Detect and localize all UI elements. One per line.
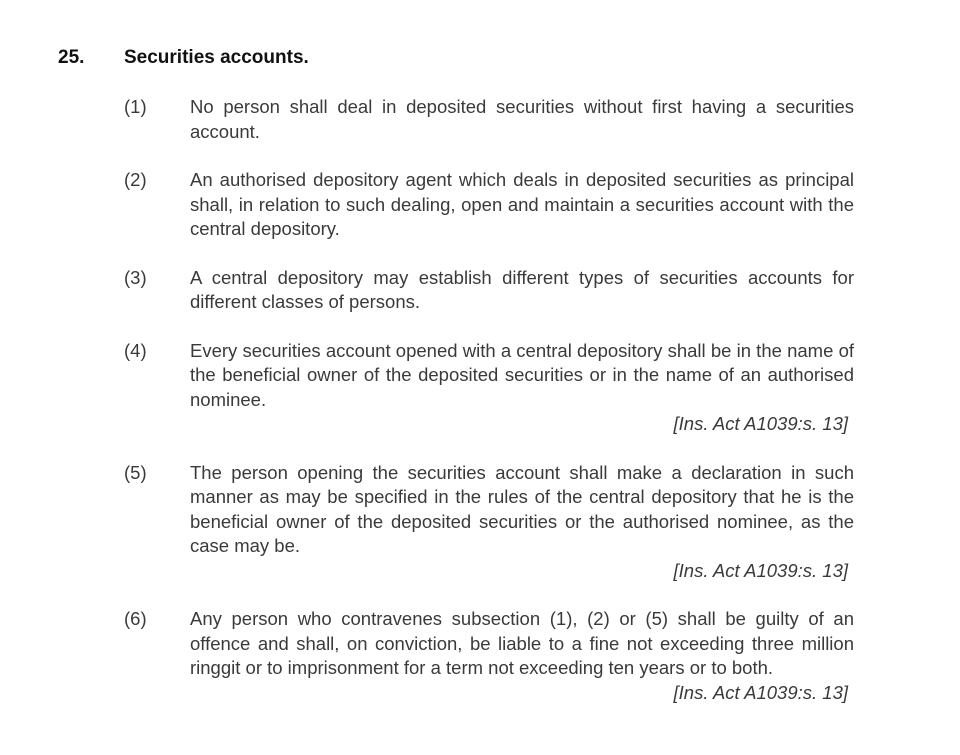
subsection-text: The person opening the securities account shall make a declaration in such manner as may be specified in the rules of the central depository that he is the beneficial owner of the deposited securities or the authorised nominee, as the case may be. [190, 461, 854, 556]
subsection-5 [124, 461, 854, 584]
subsection-body [190, 168, 854, 242]
subsection-text: An authorised depository agent which deals in deposited securities as principal shall, in relation to such dealing, open and maintain a securities account with the central depository. [190, 169, 854, 239]
subsection-number: (6) [124, 608, 147, 629]
section-title: Securities accounts. [124, 47, 309, 68]
section-number: 25. [58, 47, 85, 68]
amendment-note: [Ins. Act A1039:s. 13] [673, 681, 848, 703]
subsection-1 [124, 95, 854, 144]
subsection-body [190, 607, 854, 705]
section-heading [58, 47, 309, 69]
subsection-6 [124, 607, 854, 705]
subsection-body [190, 461, 854, 584]
subsection-number: (4) [124, 339, 147, 361]
subsection-4 [124, 339, 854, 437]
amendment-note: [Ins. Act A1039:s. 13] [673, 413, 848, 434]
subsection-3 [124, 266, 854, 315]
subsection-text: Every securities account opened with a central depository shall be in the name of the beneficial owner of the deposited securities or in the name of an authorised nominee. [190, 339, 854, 410]
subsection-body [190, 266, 854, 315]
amendment-note: [Ins. Act A1039:s. 13] [673, 559, 848, 581]
subsection-text: A central depository may establish different types of securities accounts for different classes of persons. [190, 266, 854, 312]
subsection-number: (1) [124, 96, 147, 117]
subsection-2 [124, 168, 854, 242]
subsection-body [190, 95, 854, 144]
subsection-number: (5) [124, 461, 147, 483]
subsection-number: (2) [124, 169, 147, 190]
subsection-list [124, 95, 854, 705]
subsection-text: No person shall deal in deposited securities without first having a securities account. [190, 96, 854, 142]
subsection-number: (3) [124, 266, 147, 288]
subsection-text: Any person who contravenes subsection (1), (2) or (5) shall be guilty of an offence and shall, on conviction, be liable to a fine not exceeding three million ringgit or to imprisonment for a term not exceeding ten years or to both. [190, 608, 854, 678]
subsection-body [190, 339, 854, 437]
